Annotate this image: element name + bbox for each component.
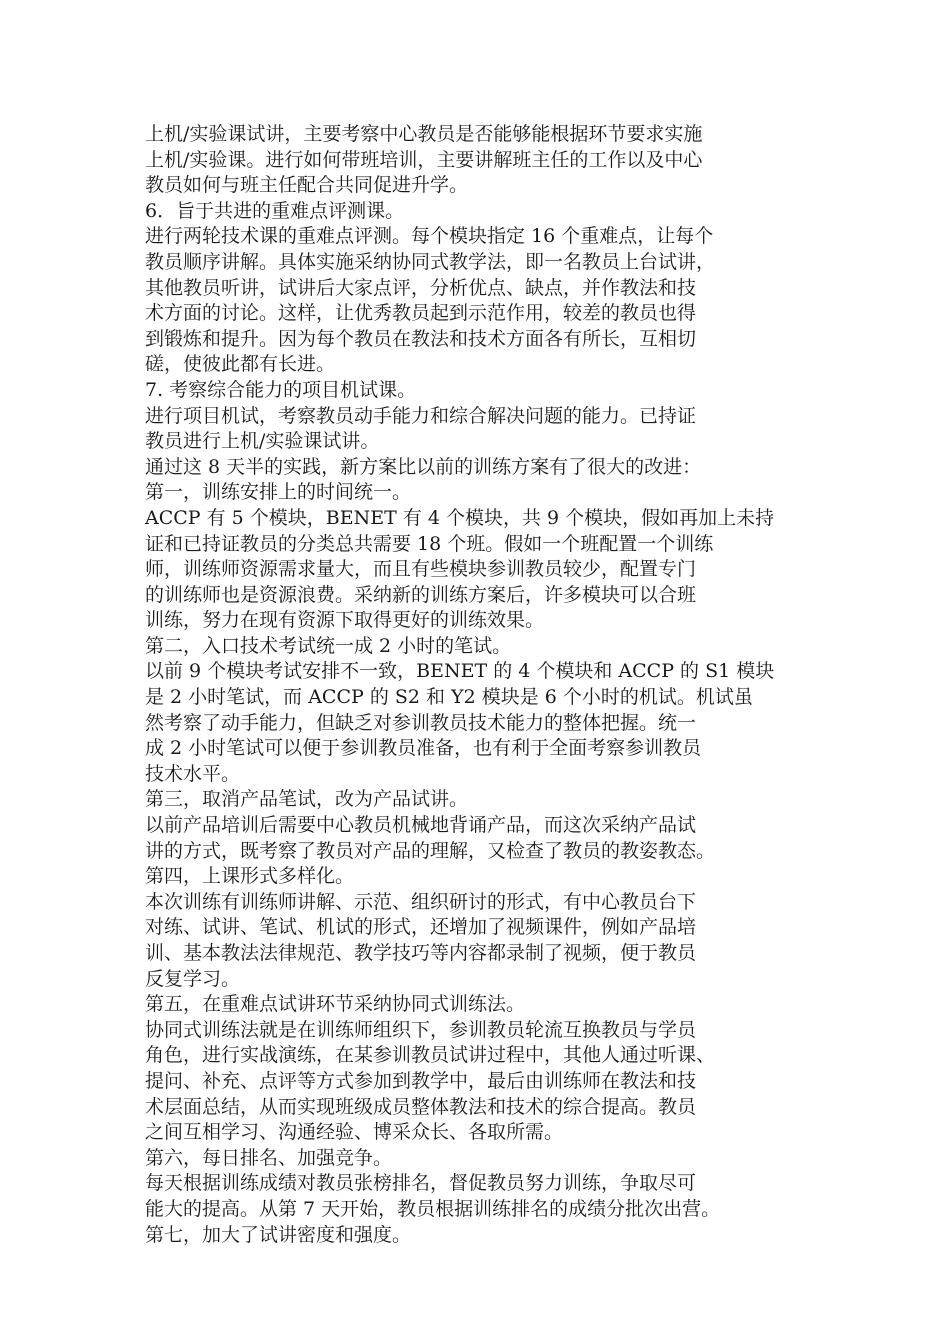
text-line: 训练，努力在现有资源下取得更好的训练效果。 <box>145 609 545 632</box>
text-line: 第四，上课形式多样化。 <box>145 865 355 888</box>
text-line: 第五，在重难点试讲环节采纳协同式训练法。 <box>145 993 526 1016</box>
text-line: 第三，取消产品笔试，改为产品试讲。 <box>145 788 469 811</box>
text-line: 第一，训练安排上的时间统一。 <box>145 481 412 504</box>
text-line: 提问、补充、点评等方式参加到教学中，最后由训练师在教法和技 <box>145 1069 697 1092</box>
text-line: 上机/实验课。进行如何带班培训，主要讲解班主任的工作以及中心 <box>145 148 703 171</box>
text-line: 成 2 小时笔试可以便于参训教员准备，也有利于全面考察参训教员 <box>145 737 702 760</box>
text-line: 7. 考察综合能力的项目机试课。 <box>145 378 417 401</box>
text-line: 讲的方式，既考察了教员对产品的理解，又检查了教员的教姿教态。 <box>145 839 716 862</box>
text-line: 以前 9 个模块考试安排不一致，BENET 的 4 个模块和 ACCP 的 S1 模块 <box>145 660 775 683</box>
text-line: 师，训练师资源需求量大，而且有些模块参训教员较少，配置专门 <box>145 558 697 581</box>
text-line: 能大的提高。从第 7 天开始，教员根据训练排名的成绩分批次出营。 <box>145 1197 721 1220</box>
text-line: 通过这 8 天半的实践，新方案比以前的训练方案有了很大的改进： <box>145 455 702 478</box>
text-line: 证和已持证教员的分类总共需要 18 个班。假如一个班配置一个训练 <box>145 532 714 555</box>
text-line: 第二，入口技术考试统一成 2 小时的笔试。 <box>145 634 512 657</box>
text-line: 以前产品培训后需要中心教员机械地背诵产品，而这次采纳产品试 <box>145 814 697 837</box>
text-line: 之间互相学习、沟通经验、博采众长、各取所需。 <box>145 1121 564 1144</box>
text-line: 其他教员听讲，试讲后大家点评，分析优点、缺点，并作教法和技 <box>145 276 697 299</box>
text-line: 磋，使彼此都有长进。 <box>145 353 336 376</box>
text-line: 教员进行上机/实验课试讲。 <box>145 430 380 453</box>
document-body-text <box>145 122 815 1248</box>
text-line: 上机/实验课试讲，主要考察中心教员是否能够能根据环节要求实施 <box>145 123 703 145</box>
text-line: ACCP 有 5 个模块，BENET 有 4 个模块，共 9 个模块，假如再加上未持 <box>145 506 775 529</box>
text-line: 第七，加大了试讲密度和强度。 <box>145 1223 412 1246</box>
text-line: 训、基本教法法律规范、教学技巧等内容都录制了视频，便于教员 <box>145 942 697 964</box>
text-line: 进行项目机试，考察教员动手能力和综合解决问题的能力。已持证 <box>145 404 697 427</box>
text-line: 的训练师也是资源浪费。采纳新的训练方案后，许多模块可以合班 <box>145 583 697 606</box>
text-line: 技术水平。 <box>145 762 241 785</box>
text-line: 对练、试讲、笔试、机试的形式，还增加了视频课件，例如产品培 <box>145 916 697 939</box>
text-line: 到锻炼和提升。因为每个教员在教法和技术方面各有所长，互相切 <box>145 327 697 350</box>
text-line: 进行两轮技术课的重难点评测。每个模块指定 16 个重难点，让每个 <box>145 225 714 248</box>
text-line: 然考察了动手能力，但缺乏对参训教员技术能力的整体把握。统一 <box>145 711 697 734</box>
text-line: 教员顺序讲解。具体实施采纳协同式教学法，即一名教员上台试讲， <box>145 250 716 273</box>
text-line: 第六，每日排名、加强竞争。 <box>145 1146 393 1169</box>
text-line: 是 2 小时笔试，而 ACCP 的 S2 和 Y2 模块是 6 个小时的机试。机试虽 <box>145 686 753 709</box>
text-line: 教员如何与班主任配合共同促进升学。 <box>145 174 469 197</box>
text-line: 术层面总结，从而实现班级成员整体教法和技术的综合提高。教员 <box>145 1095 697 1118</box>
text-line: 术方面的讨论。这样，让优秀教员起到示范作用，较差的教员也得 <box>145 302 697 325</box>
text-line: 角色，进行实战演练，在某参训教员试讲过程中，其他人通过听课、 <box>145 1044 716 1067</box>
text-line: 每天根据训练成绩对教员张榜排名，督促教员努力训练，争取尽可 <box>145 1172 697 1195</box>
text-line: 协同式训练法就是在训练师组织下，参训教员轮流互换教员与学员 <box>145 1018 697 1041</box>
text-line: 本次训练有训练师讲解、示范、组织研讨的形式，有中心教员台下 <box>145 890 697 913</box>
text-line: 6．旨于共进的重难点评测课。 <box>145 199 405 222</box>
text-line: 反复学习。 <box>145 967 241 990</box>
